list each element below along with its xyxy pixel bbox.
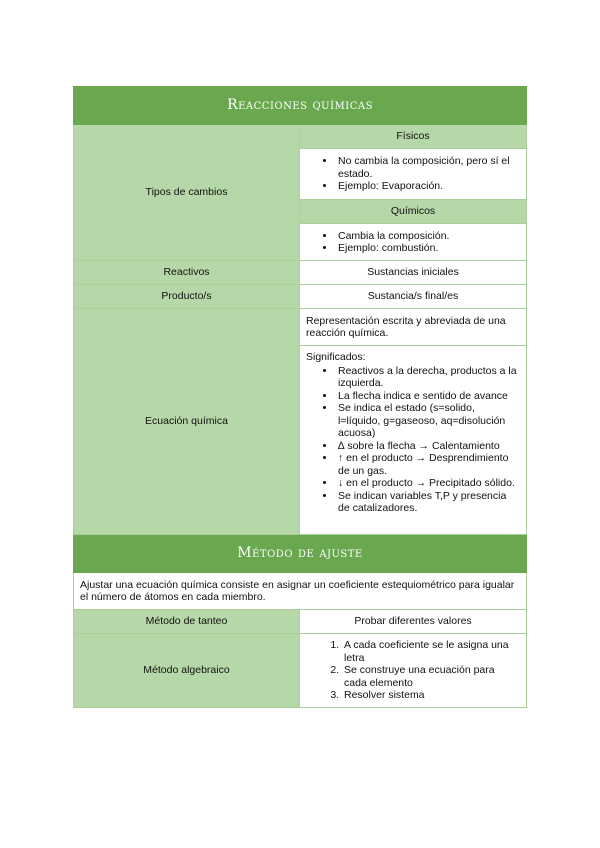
- list-item: 1. A cada coeficiente se le asigna una letra: [342, 639, 520, 664]
- productos-label: Producto/s: [74, 285, 300, 309]
- tipos-fisicos-header-row: [74, 125, 527, 149]
- list-item: • ∆ sobre la flecha → Calentamiento: [336, 440, 520, 453]
- reactivos-row: [74, 261, 527, 285]
- section-header-row: [74, 535, 527, 573]
- list-item: • La flecha indica e sentido de avance: [336, 390, 520, 403]
- algebraico-row: [74, 634, 527, 708]
- quimicos-list: [306, 230, 520, 255]
- list-item: • ↑ en el producto → Desprendimiento de un gas.: [336, 452, 520, 477]
- ajuste-intro: Ajustar una ecuación química consiste en asignar un coeficiente estequiométrico para igualar el número de átomos en cada miembro.: [74, 573, 527, 610]
- tanteo-label: Método de tanteo: [74, 610, 300, 634]
- significados-list: [306, 365, 520, 515]
- reactivos-label: Reactivos: [74, 261, 300, 285]
- quimicos-label: Químicos: [300, 200, 527, 224]
- tipos-de-cambios-label: Tipos de cambios: [74, 125, 300, 261]
- reactivos-value: Sustancias iniciales: [300, 261, 527, 285]
- list-item: • Reactivos a la derecha, productos a la izquierda.: [336, 365, 520, 390]
- list-item: 3. Resolver sistema: [342, 689, 520, 702]
- list-item: • ↓ en el producto → Precipitado sólido.: [336, 477, 520, 490]
- list-item: • Se indica el estado (s=solido, l=líquido, g=gaseoso, aq=disolución acuosa): [336, 402, 520, 440]
- tanteo-value: Probar diferentes valores: [300, 610, 527, 634]
- quimicos-content: [300, 224, 527, 261]
- list-item: • Ejemplo: Evaporación.: [336, 180, 520, 193]
- fisicos-label: Físicos: [300, 125, 527, 149]
- fisicos-list: [306, 155, 520, 193]
- list-item: • Cambia la composición.: [336, 230, 520, 243]
- productos-value: Sustancia/s final/es: [300, 285, 527, 309]
- section-title-metodo: Método de ajuste: [74, 535, 527, 573]
- significados-label: Significados:: [306, 351, 366, 363]
- algebraico-content: [300, 634, 527, 708]
- tanteo-row: [74, 610, 527, 634]
- significados-content: [300, 346, 527, 535]
- productos-row: [74, 285, 527, 309]
- fisicos-content: [300, 149, 527, 200]
- summary-table: [73, 86, 527, 708]
- list-item: • No cambia la composición, pero sí el estado.: [336, 155, 520, 180]
- section-header-row: [74, 87, 527, 125]
- list-item: 2. Se construye una ecuación para cada elemento: [342, 664, 520, 689]
- ecuacion-quimica-label: Ecuación química: [74, 309, 300, 535]
- section-title-reacciones: Reacciones químicas: [74, 87, 527, 125]
- algebraico-label: Método algebraico: [74, 634, 300, 708]
- list-item: • Ejemplo: combustión.: [336, 242, 520, 255]
- chemistry-summary-sheet: [73, 86, 526, 708]
- algebraico-steps: [306, 639, 520, 702]
- intro-row: [74, 573, 527, 610]
- list-item: • Se indican variables T,P y presencia de catalizadores.: [336, 490, 520, 515]
- ecuacion-def-row: [74, 309, 527, 346]
- ecuacion-definition: Representación escrita y abreviada de una reacción química.: [300, 309, 527, 346]
